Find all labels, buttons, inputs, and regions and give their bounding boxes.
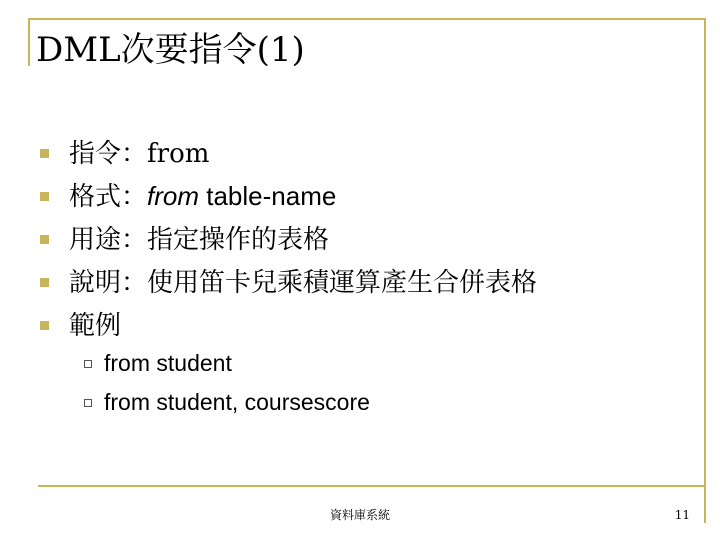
bullet-keyword: from [147,181,200,211]
example-text: from student [104,350,232,376]
frame-left-line [28,18,30,66]
frame-bottom-line [38,485,706,487]
bullet-label: 用途： [69,224,148,255]
slide-title: DML次要指令(1) [36,30,305,70]
bullet-value: from [147,138,210,169]
square-bullet-icon [40,321,49,330]
bullet-item-description [40,261,537,304]
bullet-item-format [40,175,537,218]
frame-top-line [28,18,706,20]
bullet-value: 指定操作的表格 [147,224,330,255]
bullet-label: 範例 [69,310,122,341]
square-bullet-icon [40,149,49,158]
bullet-list [40,132,537,347]
example-list [84,344,370,422]
square-bullet-icon [40,235,49,244]
bullet-label: 指令： [69,138,148,169]
bullet-item-example [40,304,537,347]
bullet-item-purpose [40,218,537,261]
frame-right-line [704,18,706,523]
square-bullet-icon [40,278,49,287]
example-item [84,344,370,383]
example-text: from student, coursescore [104,389,370,415]
hollow-square-bullet-icon [84,360,92,368]
square-bullet-icon [40,192,49,201]
page-number: 11 [674,508,690,522]
bullet-label: 格式： [69,182,148,212]
bullet-label: 說明： [69,267,148,298]
bullet-item-command [40,132,537,175]
example-item [84,383,370,422]
footer-text: 資料庫系統 [329,508,390,522]
hollow-square-bullet-icon [84,399,92,407]
bullet-value: 使用笛卡兒乘積運算產生合併表格 [147,267,538,298]
bullet-value: table-name [199,181,337,211]
